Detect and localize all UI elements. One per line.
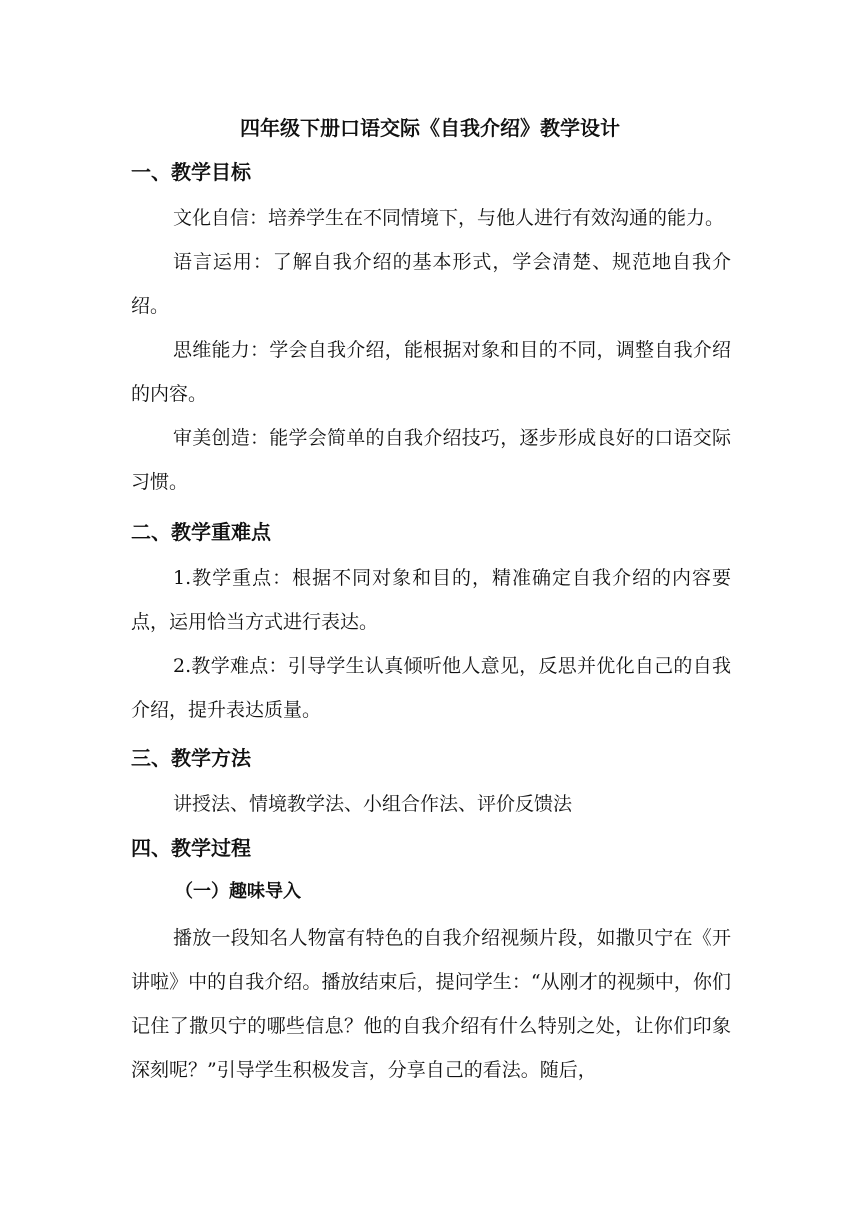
section-heading-teaching-methods: 三、教学方法 [131,746,251,770]
section-heading-teaching-process: 四、教学过程 [131,836,251,860]
paragraph-aesthetic-creation: 审美创造：能学会简单的自我介绍技巧，逐步形成良好的口语交际习惯。 [131,427,731,493]
paragraph-thinking-ability: 思维能力：学会自我介绍，能根据对象和目的不同，调整自我介绍的内容。 [131,339,731,405]
paragraph-cultural-confidence: 文化自信：培养学生在不同情境下，与他人进行有效沟通的能力。 [173,207,725,229]
paragraph-difficult-point: 2.教学难点：引导学生认真倾听他人意见，反思并优化自己的自我介绍，提升表达质量。 [131,655,731,721]
paragraph-methods: 讲授法、情境教学法、小组合作法、评价反馈法 [173,793,573,815]
paragraph-introduction-activity: 播放一段知名人物富有特色的自我介绍视频片段，如撒贝宁在《开讲啦》中的自我介绍。播放结束后，提问学生：“从刚才的视频中，你们记住了撒贝宁的哪些信息？他的自我介绍有什么特别之处，让你们印象深刻呢？”引导学生积极发言，分享自己的看法。随后， [131,927,731,1081]
section-heading-key-points: 二、教学重难点 [131,520,271,544]
paragraph-key-point: 1.教学重点：根据不同对象和目的，精准确定自我介绍的内容要点，运用恰当方式进行表达。 [131,567,731,633]
document-title: 四年级下册口语交际《自我介绍》教学设计 [240,116,620,140]
section-heading-teaching-goals: 一、教学目标 [131,160,251,184]
paragraph-language-use: 语言运用：了解自我介绍的基本形式，学会清楚、规范地自我介绍。 [131,251,731,317]
subheading-fun-introduction: （一）趣味导入 [175,881,301,902]
